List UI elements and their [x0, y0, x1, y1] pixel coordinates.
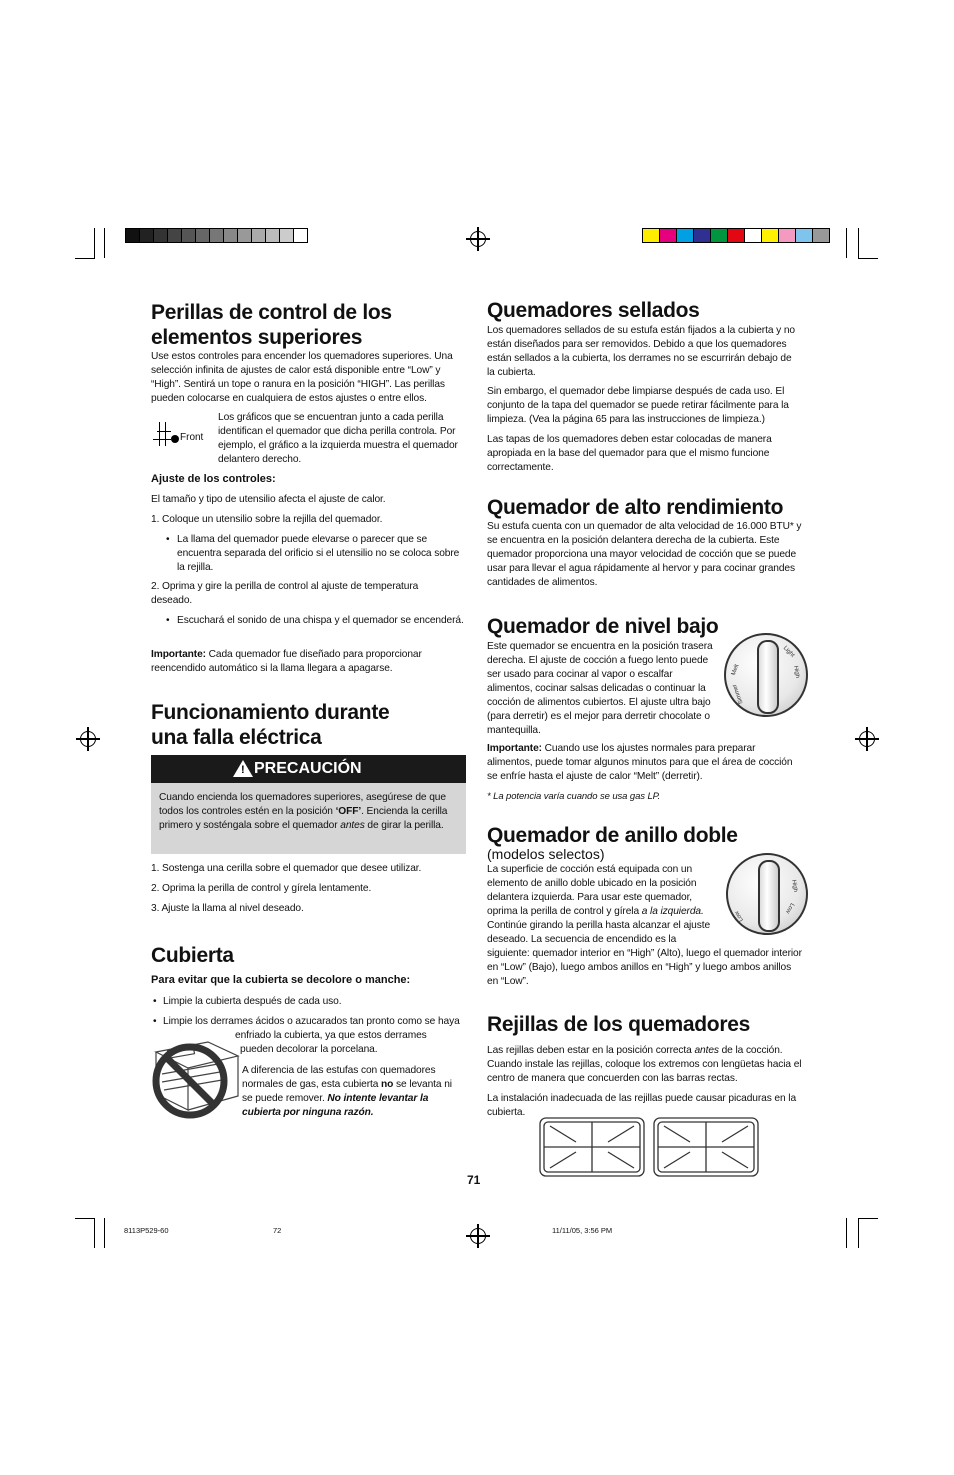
caution-text	[151, 783, 466, 833]
pf-step-1: 1. Sostenga una cerilla sobre el quemador que desee utilizar.	[151, 863, 422, 874]
footer-code: 8113P529-60	[124, 1226, 169, 1235]
cooktop-warning: No intente levantar la cubierta por ninguna razón.	[242, 1093, 429, 1118]
crop-mark	[858, 1218, 859, 1248]
caution-part: de girar la perilla.	[364, 820, 444, 831]
crop-mark	[858, 1218, 878, 1219]
caution-box	[151, 755, 466, 854]
step-2	[151, 580, 461, 608]
bullet: •	[153, 1016, 157, 1027]
caution-title: PRECAUCIÓN	[254, 760, 362, 777]
knob-label-high: High	[792, 665, 801, 679]
knob-label-simmer: Simmer	[731, 683, 745, 705]
adjust-intro: El tamaño y tipo de utensilio afecta el ajuste de calor.	[151, 494, 386, 505]
color-swatch	[642, 228, 660, 243]
step-1-bullet: La llama del quemador puede elevarse o parecer que se encuentra separada del orificio si el utensilio no se coloca sobre la rejilla.	[177, 534, 460, 573]
registration-mark-icon	[80, 731, 96, 747]
crop-mark	[858, 228, 859, 258]
important-label: Importante:	[151, 649, 206, 660]
knob-label-high: High	[790, 879, 799, 893]
pf-step-3: 3. Ajuste la llama al nivel deseado.	[151, 903, 304, 914]
step-2-text: 2. Oprima y gire la perilla de control al ajuste de temperatura deseado.	[151, 581, 419, 606]
cooktop-bullet-2c: pueden decolorar la porcelana.	[240, 1044, 378, 1055]
color-swatch	[710, 228, 728, 243]
color-swatch	[744, 228, 762, 243]
color-swatch	[761, 228, 779, 243]
graphic-description: Los gráficos que se encuentran junto a cada perilla identifican el quemador que dicha perilla controla. Por ejemplo, el gráfico a la izquierda muestra el quemador delantero derecho.	[218, 412, 458, 465]
section-title-controls: Perillas de control de los elementos superiores	[151, 301, 392, 349]
registration-mark-icon	[470, 231, 486, 247]
pf-step-2: 2. Oprima la perilla de control y gírela lentamente.	[151, 883, 372, 894]
grates-p1	[487, 1044, 802, 1086]
color-swatch	[279, 228, 294, 243]
sealed-p3: Las tapas de los quemadores deben estar colocadas de manera apropiada en la base del quemador para que el mismo funcione correctamente.	[487, 434, 772, 473]
crop-mark	[858, 258, 878, 259]
warning-exclamation: !	[241, 764, 245, 776]
section-title-cooktop: Cubierta	[151, 944, 234, 967]
bullet: •	[166, 534, 170, 545]
section-title-grates: Rejillas de los quemadores	[487, 1013, 750, 1036]
color-swatch	[237, 228, 252, 243]
cooktop-bullet-2a: Limpie los derrames ácidos o azucarados tan pronto como se haya	[163, 1016, 460, 1027]
front-label: Front	[180, 432, 204, 443]
section-title-dual-ring: Quemador de anillo doble	[487, 824, 738, 847]
bullet: •	[153, 996, 157, 1007]
crop-mark	[104, 1218, 105, 1248]
knob-label-light: Light	[781, 645, 796, 659]
no-lift-cooktop-icon	[148, 1034, 240, 1124]
crop-mark	[75, 1218, 95, 1219]
cooktop-text: A diferencia de las estufas con quemadores normales de gas, esta cubierta	[242, 1065, 436, 1090]
lp-note: * La potencia varía cuando se usa gas LP.	[487, 791, 661, 802]
color-swatch	[676, 228, 694, 243]
section-title-low-level: Quemador de nivel bajo	[487, 615, 719, 638]
color-swatch	[727, 228, 745, 243]
adjust-subtitle: Ajuste de los controles:	[151, 473, 276, 485]
color-swatch	[139, 228, 154, 243]
caution-header	[151, 755, 466, 783]
knob-label-low: Low	[784, 901, 795, 915]
color-swatch	[251, 228, 266, 243]
color-swatch	[209, 228, 224, 243]
crop-mark	[94, 228, 95, 258]
color-swatch	[693, 228, 711, 243]
sealed-p2: Sin embargo, el quemador debe limpiarse después de cada uso. El conjunto de la tapa del quemador se puede retirar fácilmente para la limpieza. (Vea la página 65 para las instrucciones de limpieza.)	[487, 386, 789, 425]
caution-off: ‘OFF’	[335, 806, 362, 817]
cooktop-paragraph	[242, 1064, 464, 1120]
caution-antes: antes	[340, 820, 365, 831]
grates-text: Las rejillas deben estar en la posición correcta	[487, 1045, 695, 1056]
section-title-high-performance: Quemador de alto rendimiento	[487, 496, 784, 519]
step-2-bullet: Escuchará el sonido de una chispa y el quemador se encenderá.	[177, 615, 464, 626]
grates-text: de la cocción. Cuando instale las rejillas, coloque los extremos con lengüetas hacia el centro de manera que concuerden con las barras rectas.	[487, 1045, 802, 1084]
cooktop-no: no	[381, 1079, 394, 1090]
bullet: •	[166, 615, 170, 626]
important-text: Cada quemador fue diseñado para proporcionar reencendido automático si la llama llegara a apagarse.	[151, 649, 422, 674]
knob-label-low: Low	[734, 909, 745, 923]
color-swatch	[181, 228, 196, 243]
color-swatch	[265, 228, 280, 243]
crop-mark	[104, 228, 105, 258]
knob-label-melt: Melt	[730, 663, 741, 677]
cooktop-text: se levanta ni se puede remover.	[242, 1079, 452, 1104]
filled-dot-icon	[171, 435, 179, 443]
front-burner-graphic	[153, 422, 209, 448]
color-swatch	[223, 228, 238, 243]
grates-p2: La instalación inadecuada de las rejillas puede causar picaduras en la cubierta.	[487, 1093, 797, 1118]
crop-mark	[75, 258, 95, 259]
caution-part: Cuando encienda los quemadores superiores, asegúrese de que todos los controles estén en la posición	[159, 792, 446, 817]
color-swatch	[153, 228, 168, 243]
crop-mark	[94, 1218, 95, 1248]
low-level-important	[487, 742, 802, 784]
grates-em: antes	[694, 1045, 719, 1056]
dual-ring-text: Continúe girando la perilla hasta alcanzar el ajuste deseado. La secuencia de encendido es la siguiente: quemador interior en “High” (Alto), luego el quemador interior en “Low” (Bajo), luego ambos anillos en “High” y luego ambos anillos en “Low”.	[487, 920, 802, 987]
low-level-p1: Este quemador se encuentra en la posición trasera derecha. El ajuste de cocción a fuego lento puede ser usado para cocinar al vapor o escalfar alimentos, cocinar salsas delicadas o continuar la cocción de alimentos cubiertos. El ajuste ultra bajo (para derretir) es el mejor para derretir chocolate o mantequilla.	[487, 641, 713, 736]
color-swatch	[293, 228, 308, 243]
registration-mark-icon	[859, 731, 875, 747]
high-performance-p1: Su estufa cuenta con un quemador de alta velocidad de 16.000 BTU* y se encuentra en la posición delantera derecha de la cubierta. Este quemador proporciona una mayor velocidad de cocción que se puede usar para llevar el agua rápidamente al hervor y para cocinar grandes cantidades de alimentos.	[487, 521, 802, 588]
dual-ring-subtitle: (modelos selectos)	[487, 846, 605, 862]
color-swatch	[659, 228, 677, 243]
color-swatch	[795, 228, 813, 243]
color-swatch	[195, 228, 210, 243]
important-note	[151, 648, 465, 676]
dual-ring-text: La superficie de cocción está equipada con un elemento de anillo doble ubicado en la posición delantera izquierda. Para usar este quemador, oprima la perilla de control y gírela	[487, 864, 697, 917]
cooktop-bullet-1: Limpie la cubierta después de cada uso.	[163, 996, 342, 1007]
burner-grates-icon	[536, 1114, 762, 1180]
footer-page: 72	[273, 1226, 282, 1235]
footer-date: 11/11/05, 3:56 PM	[552, 1226, 613, 1235]
low-level-knob-icon	[724, 633, 808, 717]
color-swatch	[778, 228, 796, 243]
controls-intro: Use estos controles para encender los quemadores superiores. Una selección infinita de ajustes de calor está disponible entre “Low” y “High”. Sentirá un tope o ranura en la posición “HIGH”. Las perillas pueden colocarse en cualquiera de estos ajustes o entre ellos.	[151, 351, 453, 404]
registration-mark-icon	[470, 1228, 486, 1244]
low-level-important-label: Importante:	[487, 743, 542, 754]
crop-mark	[846, 1218, 847, 1248]
sealed-p1: Los quemadores sellados de su estufa están fijados a la cubierta y no están diseñados para ser removidos. Debido a que los quemadores están sellados a la cubierta, los derrames no se escurrirán debajo de la cubierta.	[487, 325, 795, 378]
dual-ring-em: a la izquierda.	[641, 906, 704, 917]
low-level-important-text: Cuando use los ajustes normales para preparar alimentos, puede tomar algunos minutos para que el área de cocción se enfríe hasta el ajuste de calor “Melt” (derretir).	[487, 743, 793, 782]
caution-part: . Encienda la cerilla primero y sosténgala sobre el quemador	[159, 806, 448, 831]
dual-ring-knob-icon	[726, 853, 808, 935]
section-title-sealed-burners: Quemadores sellados	[487, 299, 700, 322]
page-number: 71	[467, 1173, 481, 1187]
crop-mark	[846, 228, 847, 258]
step-1: 1. Coloque un utensilio sobre la rejilla del quemador.	[151, 514, 383, 525]
color-swatch	[167, 228, 182, 243]
section-title-power-failure: Funcionamiento durante una falla eléctrica	[151, 701, 390, 749]
color-swatch	[812, 228, 830, 243]
color-swatch	[125, 228, 140, 243]
cooktop-subtitle: Para evitar que la cubierta se decolore o manche:	[151, 974, 411, 986]
cooktop-bullet-2b: enfriado la cubierta, ya que estos derrames	[235, 1030, 427, 1041]
